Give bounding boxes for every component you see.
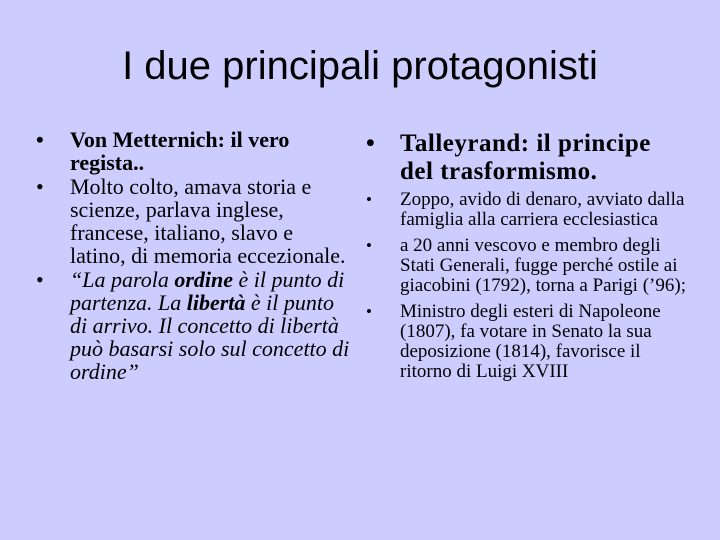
right-item-bishop — [366, 236, 686, 296]
quote-keyword-liberta: libertà — [186, 290, 246, 315]
bullet-icon: • — [36, 174, 44, 199]
bullet-icon: • — [366, 130, 376, 157]
right-item-3-text: a 20 anni vescovo e membro degli Stati Generali, fugge perché ostile ai giacobini (1792), torna a Parigi (’96); — [400, 235, 686, 296]
left-item-metternich — [36, 128, 354, 174]
left-column — [36, 128, 354, 383]
right-item-minister — [366, 302, 686, 382]
right-column — [366, 130, 686, 388]
bullet-icon: • — [366, 302, 372, 321]
bullet-icon: • — [36, 267, 44, 292]
right-item-origins — [366, 190, 686, 230]
left-item-quote — [36, 268, 354, 383]
quote-keyword-ordine: ordine — [174, 267, 234, 292]
right-item-1-text: Talleyrand: il principe del trasformismo. — [400, 130, 651, 185]
quote-part-5: è il punto di arrivo. Il concetto di libertà può basarsi solo sul concetto di ordine” — [70, 290, 350, 384]
right-item-4-text: Ministro degli esteri di Napoleone (1807), fa votare in Senato la sua deposizione (1814), favorisce il ritorno di Luigi XVIII — [400, 301, 661, 382]
left-item-1-text: Von Metternich: il vero regista.. — [70, 127, 290, 175]
left-bullet-list — [36, 128, 354, 383]
right-item-2-text: Zoppo, avido di denaro, avviato dalla famiglia alla carriera ecclesiastica — [400, 189, 685, 230]
right-bullet-list — [366, 130, 686, 382]
slide-title: I due principali protagonisti — [122, 44, 598, 88]
bullet-icon: • — [366, 236, 372, 255]
bullet-icon: • — [36, 127, 44, 152]
quote-part-3: è il punto di partenza. La — [70, 267, 345, 315]
quote-part-1: “La parola — [70, 267, 175, 292]
left-item-2-text: Molto colto, amava storia e scienze, parlava inglese, francese, italiano, slavo e latino, di memoria eccezionale. — [70, 174, 346, 268]
bullet-icon: • — [366, 190, 372, 209]
right-item-talleyrand — [366, 130, 686, 186]
left-item-description — [36, 175, 354, 267]
